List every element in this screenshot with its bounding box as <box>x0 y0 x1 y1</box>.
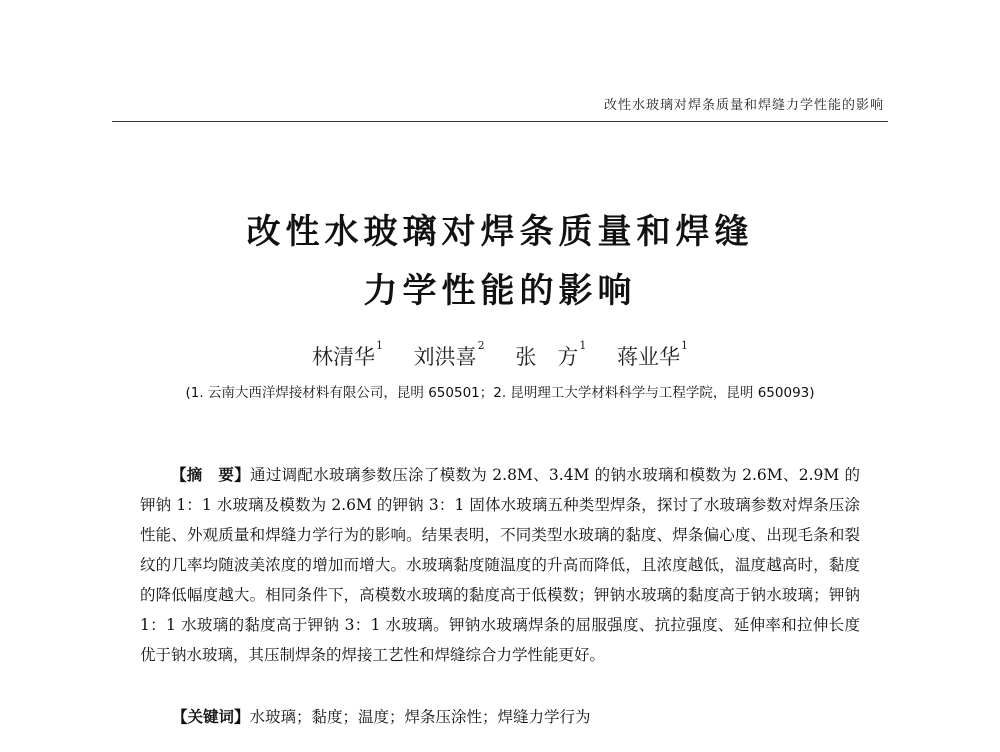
keywords-label: 【关键词】 <box>172 708 250 726</box>
keywords <box>172 702 862 732</box>
abstract-label: 【摘 要】 <box>171 466 251 484</box>
author-name: 林清华 <box>311 345 375 369</box>
author-name: 蒋业华 <box>617 345 681 369</box>
affiliation-mark: 1 <box>579 339 587 352</box>
author <box>515 341 586 371</box>
paper-title-line-2: 力学性能的影响 <box>363 271 637 311</box>
header-rule <box>112 121 888 122</box>
affiliation-mark: 1 <box>375 339 383 352</box>
author <box>312 341 383 371</box>
author-name: 张 方 <box>515 345 579 369</box>
abstract <box>140 460 860 670</box>
author-name: 刘洪喜 <box>413 345 477 369</box>
author <box>414 341 485 371</box>
affiliations: (1. 云南大西洋焊接材料有限公司，昆明 650501；2. 昆明理工大学材料科学与工程学院，昆明 650093) <box>185 385 815 401</box>
keywords-text: 水玻璃；黏度；温度；焊条压涂性；焊缝力学行为 <box>249 708 591 726</box>
author-list <box>0 341 1000 371</box>
affiliation-mark: 2 <box>477 339 485 352</box>
author <box>617 341 688 371</box>
running-header: 改性水玻璃对焊条质量和焊缝力学性能的影响 <box>603 98 884 113</box>
abstract-text: 通过调配水玻璃参数压涂了模数为 2.8M、3.4M 的钠水玻璃和模数为 2.6M、2.9M 的钾钠 1：1 水玻璃及模数为 2.6M 的钾钠 3：1 固体水玻璃五种类型焊条，探讨了水玻璃参数对焊条压涂性能、外观质量和焊缝力学行为的影响。结果表明，不同类型水玻璃的黏度、焊条偏心度、出现毛条和裂纹的几率均随波美浓度的增加而增大。水玻璃黏度随温度的升高而降低，且浓度越低，温度越高时，黏度的降低幅度越大。相同条件下，高模数水玻璃的黏度高于低模数；钾钠水玻璃的黏度高于钠水玻璃；钾钠 1：1 水玻璃的黏度高于钾钠 3：1 水玻璃。钾钠水玻璃焊条的屈服强度、抗拉强度、延伸率和拉伸长度优于钠水玻璃，其压制焊条的焊接工艺性和焊缝综合力学性能更好。 <box>140 466 860 664</box>
affiliation-mark: 1 <box>681 339 689 352</box>
paper-title-line-1: 改性水玻璃对焊条质量和焊缝 <box>246 212 754 252</box>
